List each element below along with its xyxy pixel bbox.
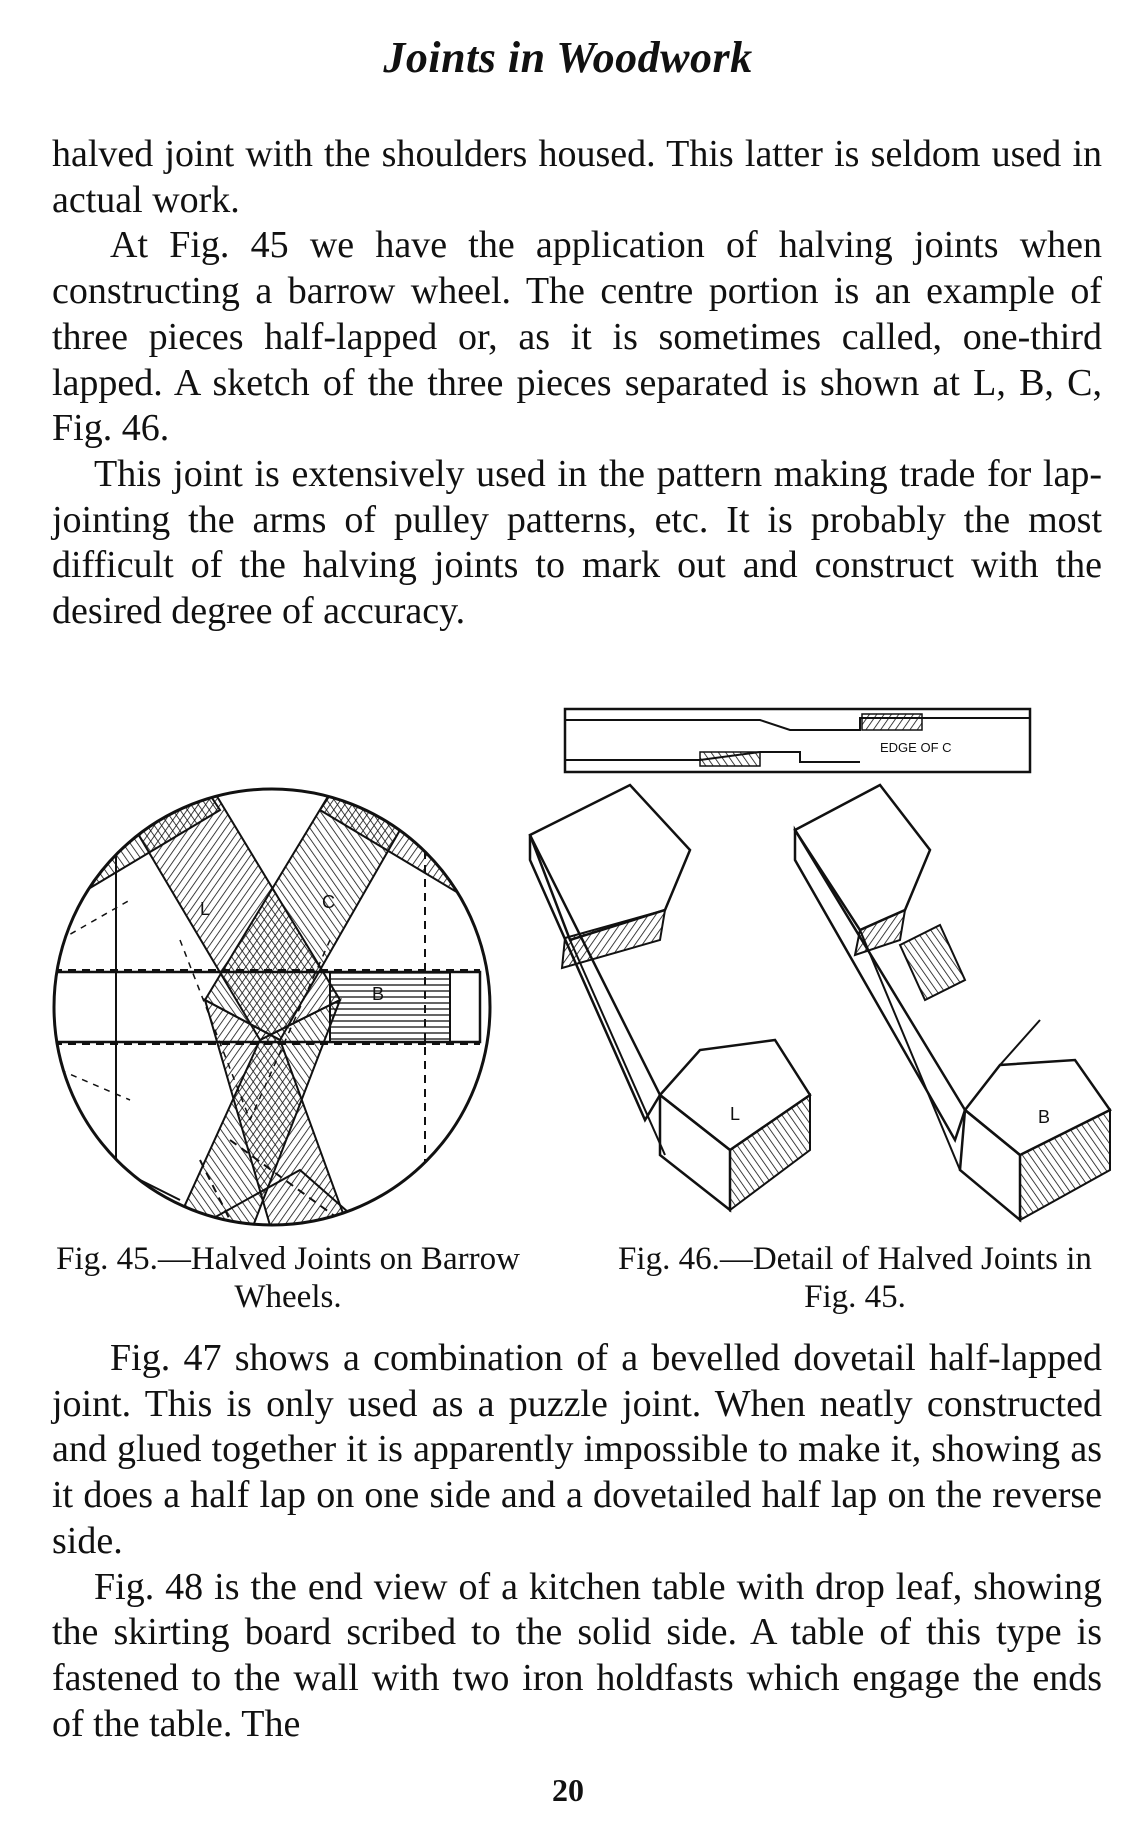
fig46-piece-L-drawing xyxy=(530,785,810,1210)
fig46-caption: Fig. 46.—Detail of Halved Joints in Fig. 45. xyxy=(618,1241,1092,1315)
paragraph: At Fig. 45 we have the application of halving joints when constructing a barrow wheel. The centre portion is an example of three pieces half-lapped or, as it is sometimes called, one-third lapped. A sketch of the three pieces separated is shown at L, B, C, Fig. 46. xyxy=(52,224,1102,450)
paragraph: halved joint with the shoulders housed. This latter is seldom used in actual work. xyxy=(52,133,1102,221)
body-text-bottom xyxy=(52,1336,1102,1747)
fig46-edge-of-c-drawing xyxy=(565,709,1030,772)
running-head: Joints in Woodwork xyxy=(383,33,753,82)
fig45-label-L: L xyxy=(200,899,211,919)
figure-illustrations xyxy=(0,700,1136,1260)
paragraph: Fig. 47 shows a combination of a bevelled dovetail half-lapped joint. This is only used as a puzzle joint. When neatly constructed and glued together it is apparently impossible to make it, showing as it does a half lap on one side and a dovetailed half lap on the reverse side. xyxy=(52,1337,1102,1562)
body-text-top xyxy=(52,132,1102,635)
figures-area xyxy=(0,700,1136,1260)
fig46-label-L: L xyxy=(730,1104,741,1124)
fig46-edge-label: EDGE OF C xyxy=(880,740,952,755)
page-number: 20 xyxy=(552,1772,584,1808)
fig46-label-B: B xyxy=(1038,1107,1051,1127)
fig45-label-B: B xyxy=(372,984,385,1004)
paragraph: Fig. 48 is the end view of a kitchen table with drop leaf, showing the skirting board scribed to the solid side. A table of this type is fastened to the wall with two iron holdfasts which engage the ends of the table. The xyxy=(52,1565,1102,1745)
paragraph: This joint is extensively used in the pattern making trade for lap-jointing the arms of pulley patterns, etc. It is probably the most difficult of the halving joints to mark out and construct with the desired degree of accuracy. xyxy=(52,452,1102,633)
fig45-label-C: C xyxy=(322,892,335,912)
fig45-wheel-drawing xyxy=(40,760,490,1260)
fig45-caption: Fig. 45.—Halved Joints on Barrow Wheels. xyxy=(56,1241,520,1315)
fig46-piece-B-drawing xyxy=(795,785,1110,1220)
